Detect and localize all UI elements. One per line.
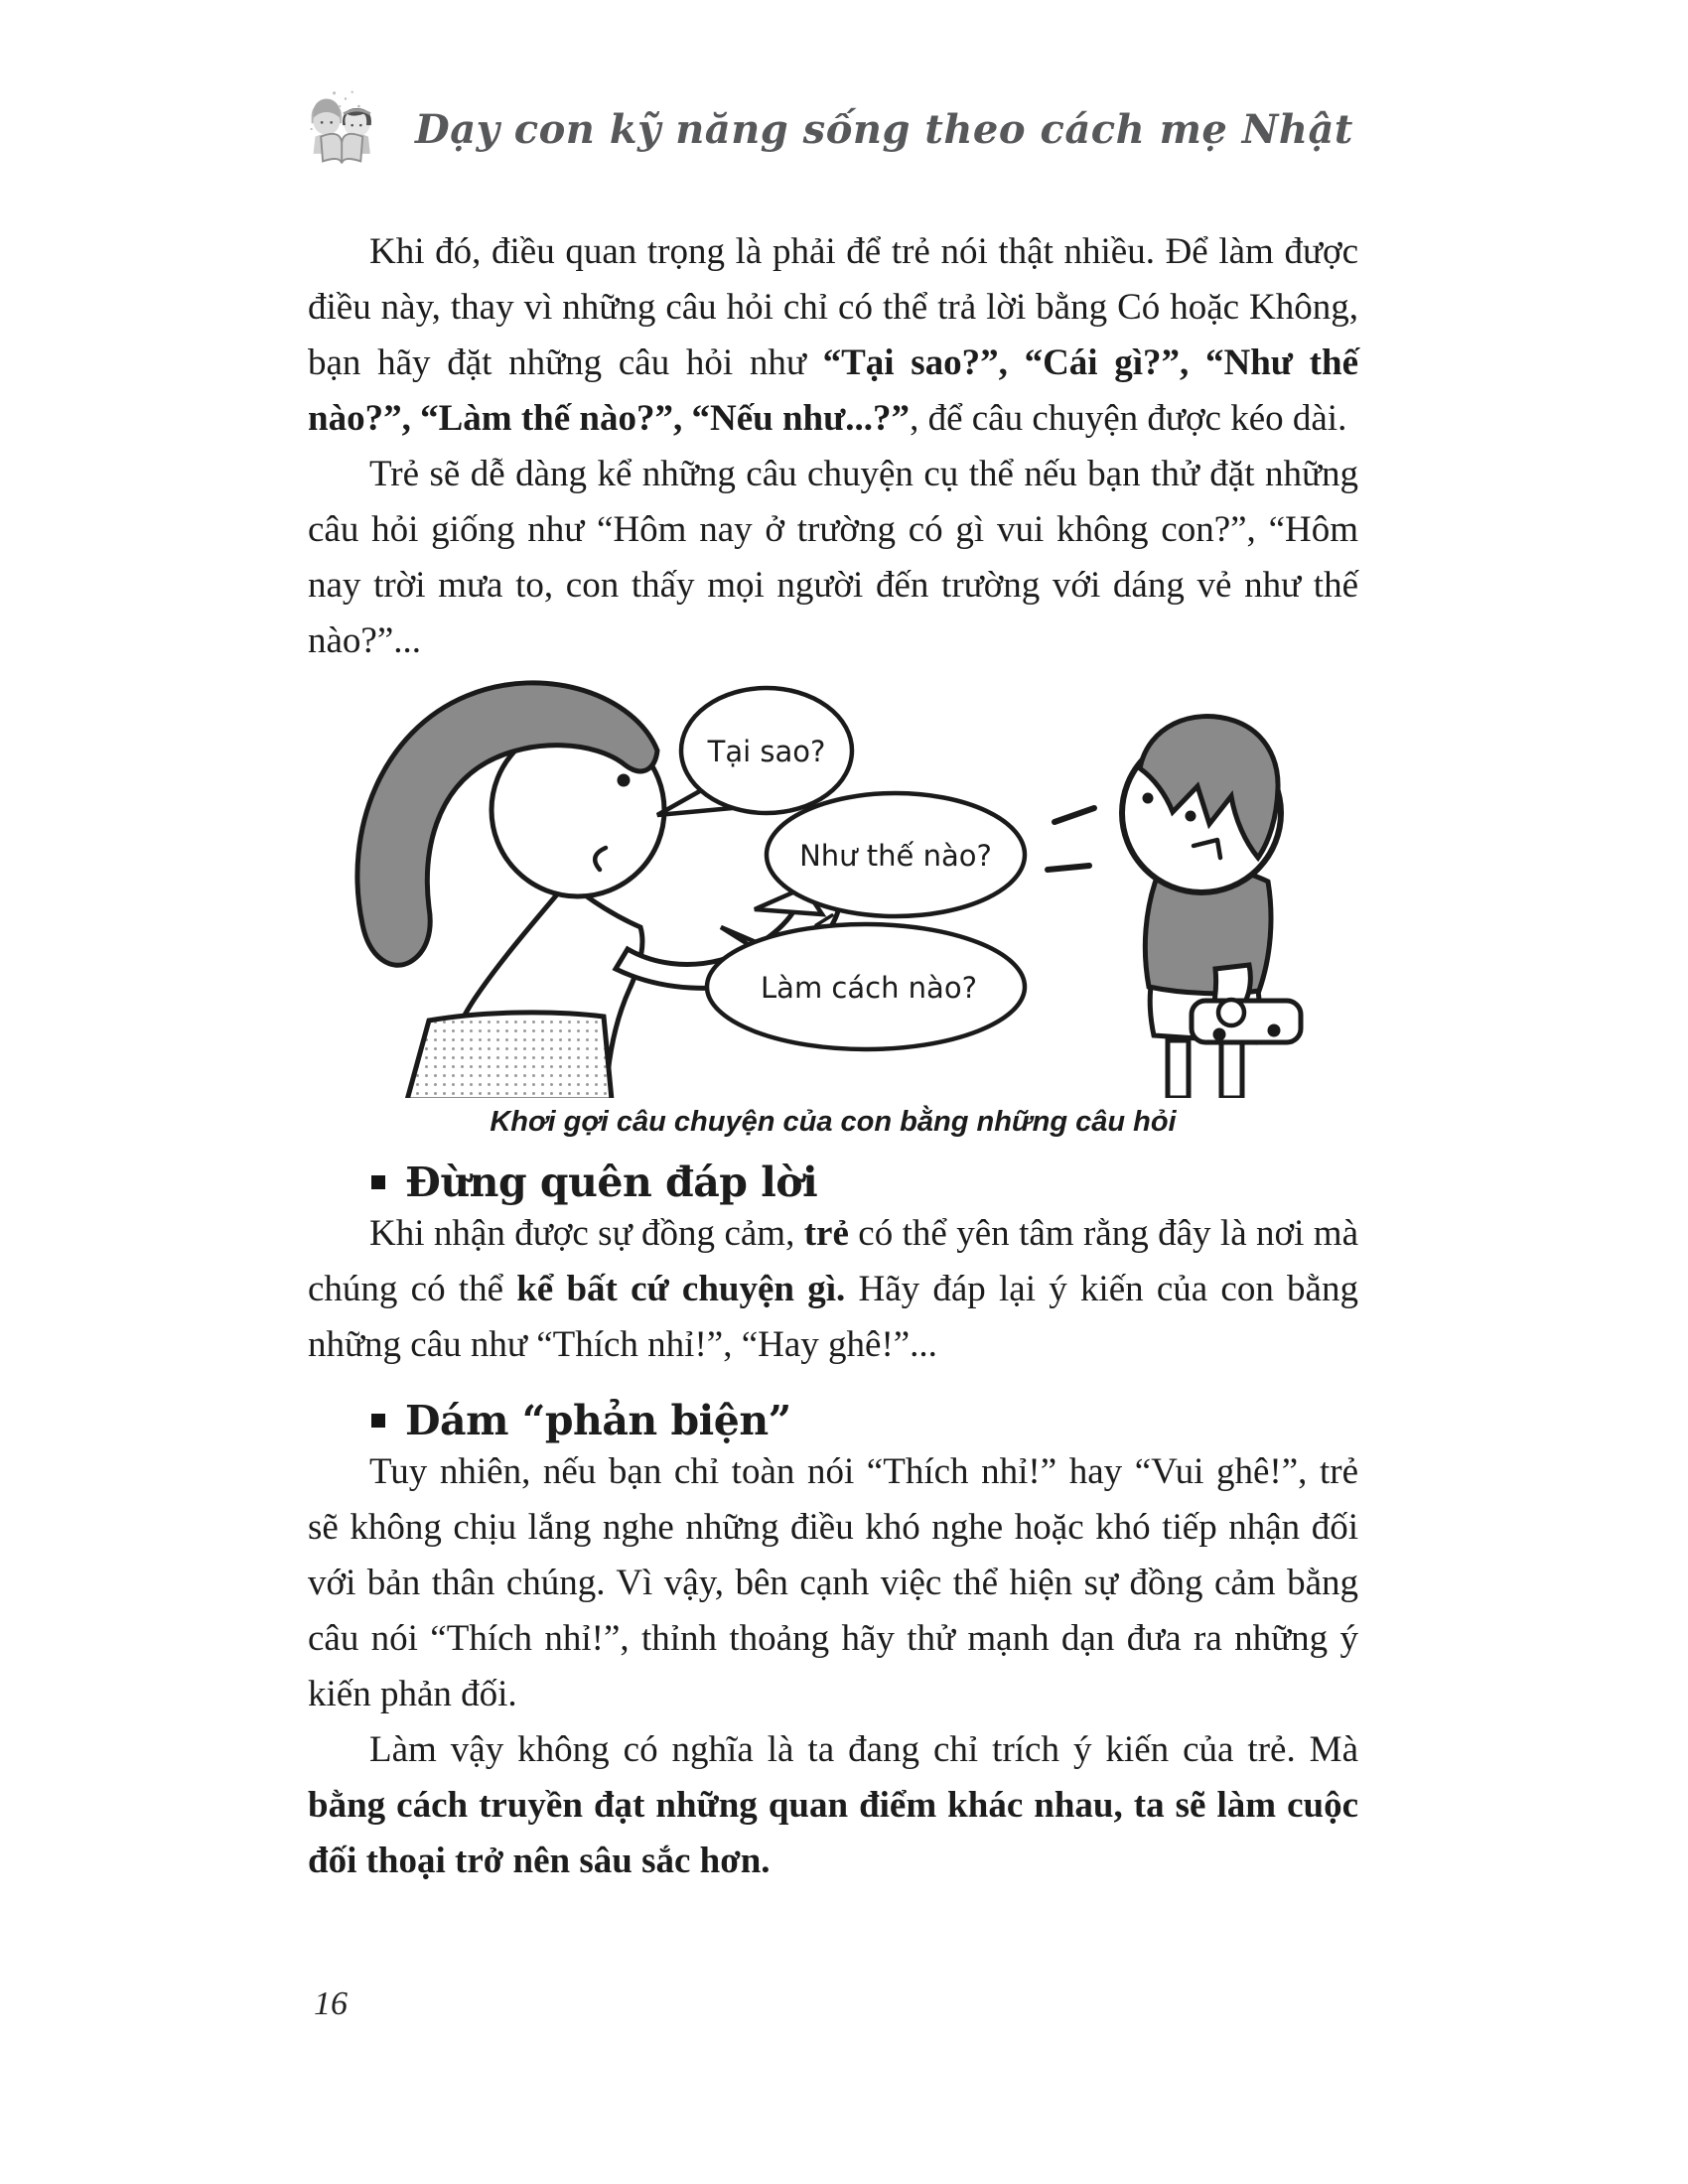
section-heading-label: Đừng quên đáp lời <box>405 1159 818 1206</box>
page-header <box>298 87 1353 171</box>
page-number: 16 <box>314 1985 348 2022</box>
illustration-caption: Khơi gợi câu chuyện của con bằng những câu hỏi <box>490 1106 1177 1138</box>
child-figure <box>1048 717 1301 1098</box>
section-heading-label: Dám “phản biện” <box>405 1397 791 1444</box>
mother-child-cartoon <box>308 671 1360 1098</box>
section-heading-reply <box>371 1159 1358 1206</box>
bubble-text-why: Tại sao? <box>707 735 826 768</box>
page-content <box>308 224 1358 1889</box>
speech-bubble-which-way <box>707 924 1025 1049</box>
bubble-text-how: Như thế nào? <box>799 839 992 873</box>
paragraph-4: Tuy nhiên, nếu bạn chỉ toàn nói “Thích nhỉ!” hay “Vui ghê!”, trẻ sẽ không chịu lắng nghe những điều khó nghe hoặc khó tiếp nhận đối với bản thân chúng. Vì vậy, bên cạnh việc thể hiện sự đồng cảm bằng câu nói “Thích nhỉ!”, thỉnh thoảng hãy thử mạnh dạn đưa ra những ý kiến phản đối. <box>308 1451 1358 1714</box>
paragraph-5: Làm vậy không có nghĩa là ta đang chỉ trích ý kiến của trẻ. Mà bằng cách truyền đạt những quan điểm khác nhau, ta sẽ làm cuộc đối thoại trở nên sâu sắc hơn. <box>308 1729 1358 1881</box>
paragraph-1: Khi đó, điều quan trọng là phải để trẻ nói thật nhiều. Để làm được điều này, thay vì những câu hỏi chỉ có thể trả lời bằng Có hoặc Không, bạn hãy đặt những câu hỏi như “Tại sao?”, “Cái gì?”, “Như thế nào?”, “Làm thế nào?”, “Nếu như...?”, để câu chuyện được kéo dài. <box>308 231 1358 439</box>
square-bullet-icon <box>371 1414 385 1428</box>
book-title: Dạy con kỹ năng sống theo cách mẹ Nhật <box>415 105 1353 153</box>
illustration <box>308 671 1360 1098</box>
square-bullet-icon <box>371 1175 385 1189</box>
children-reading-book-icon <box>298 87 393 171</box>
bubble-text-which-way: Làm cách nào? <box>761 971 977 1005</box>
mother-eye <box>618 774 631 787</box>
paragraph-3: Khi nhận được sự đồng cảm, trẻ có thể yên tâm rằng đây là nơi mà chúng có thể kể bất cứ chuyện gì. Hãy đáp lại ý kiến của con bằng những câu như “Thích nhỉ!”, “Hay ghê!”... <box>308 1213 1358 1365</box>
section-heading-debate <box>371 1397 1358 1444</box>
speech-bubble-why <box>657 688 852 815</box>
toy-car <box>1192 1001 1301 1042</box>
paragraph-2: Trẻ sẽ dễ dàng kể những câu chuyện cụ thể nếu bạn thử đặt những câu hỏi giống như “Hôm nay ở trường có gì vui không con?”, “Hôm nay trời mưa to, con thấy mọi người đến trường với dáng vẻ như thế nào?”... <box>308 454 1358 661</box>
listening-lines-icon <box>1048 808 1094 870</box>
